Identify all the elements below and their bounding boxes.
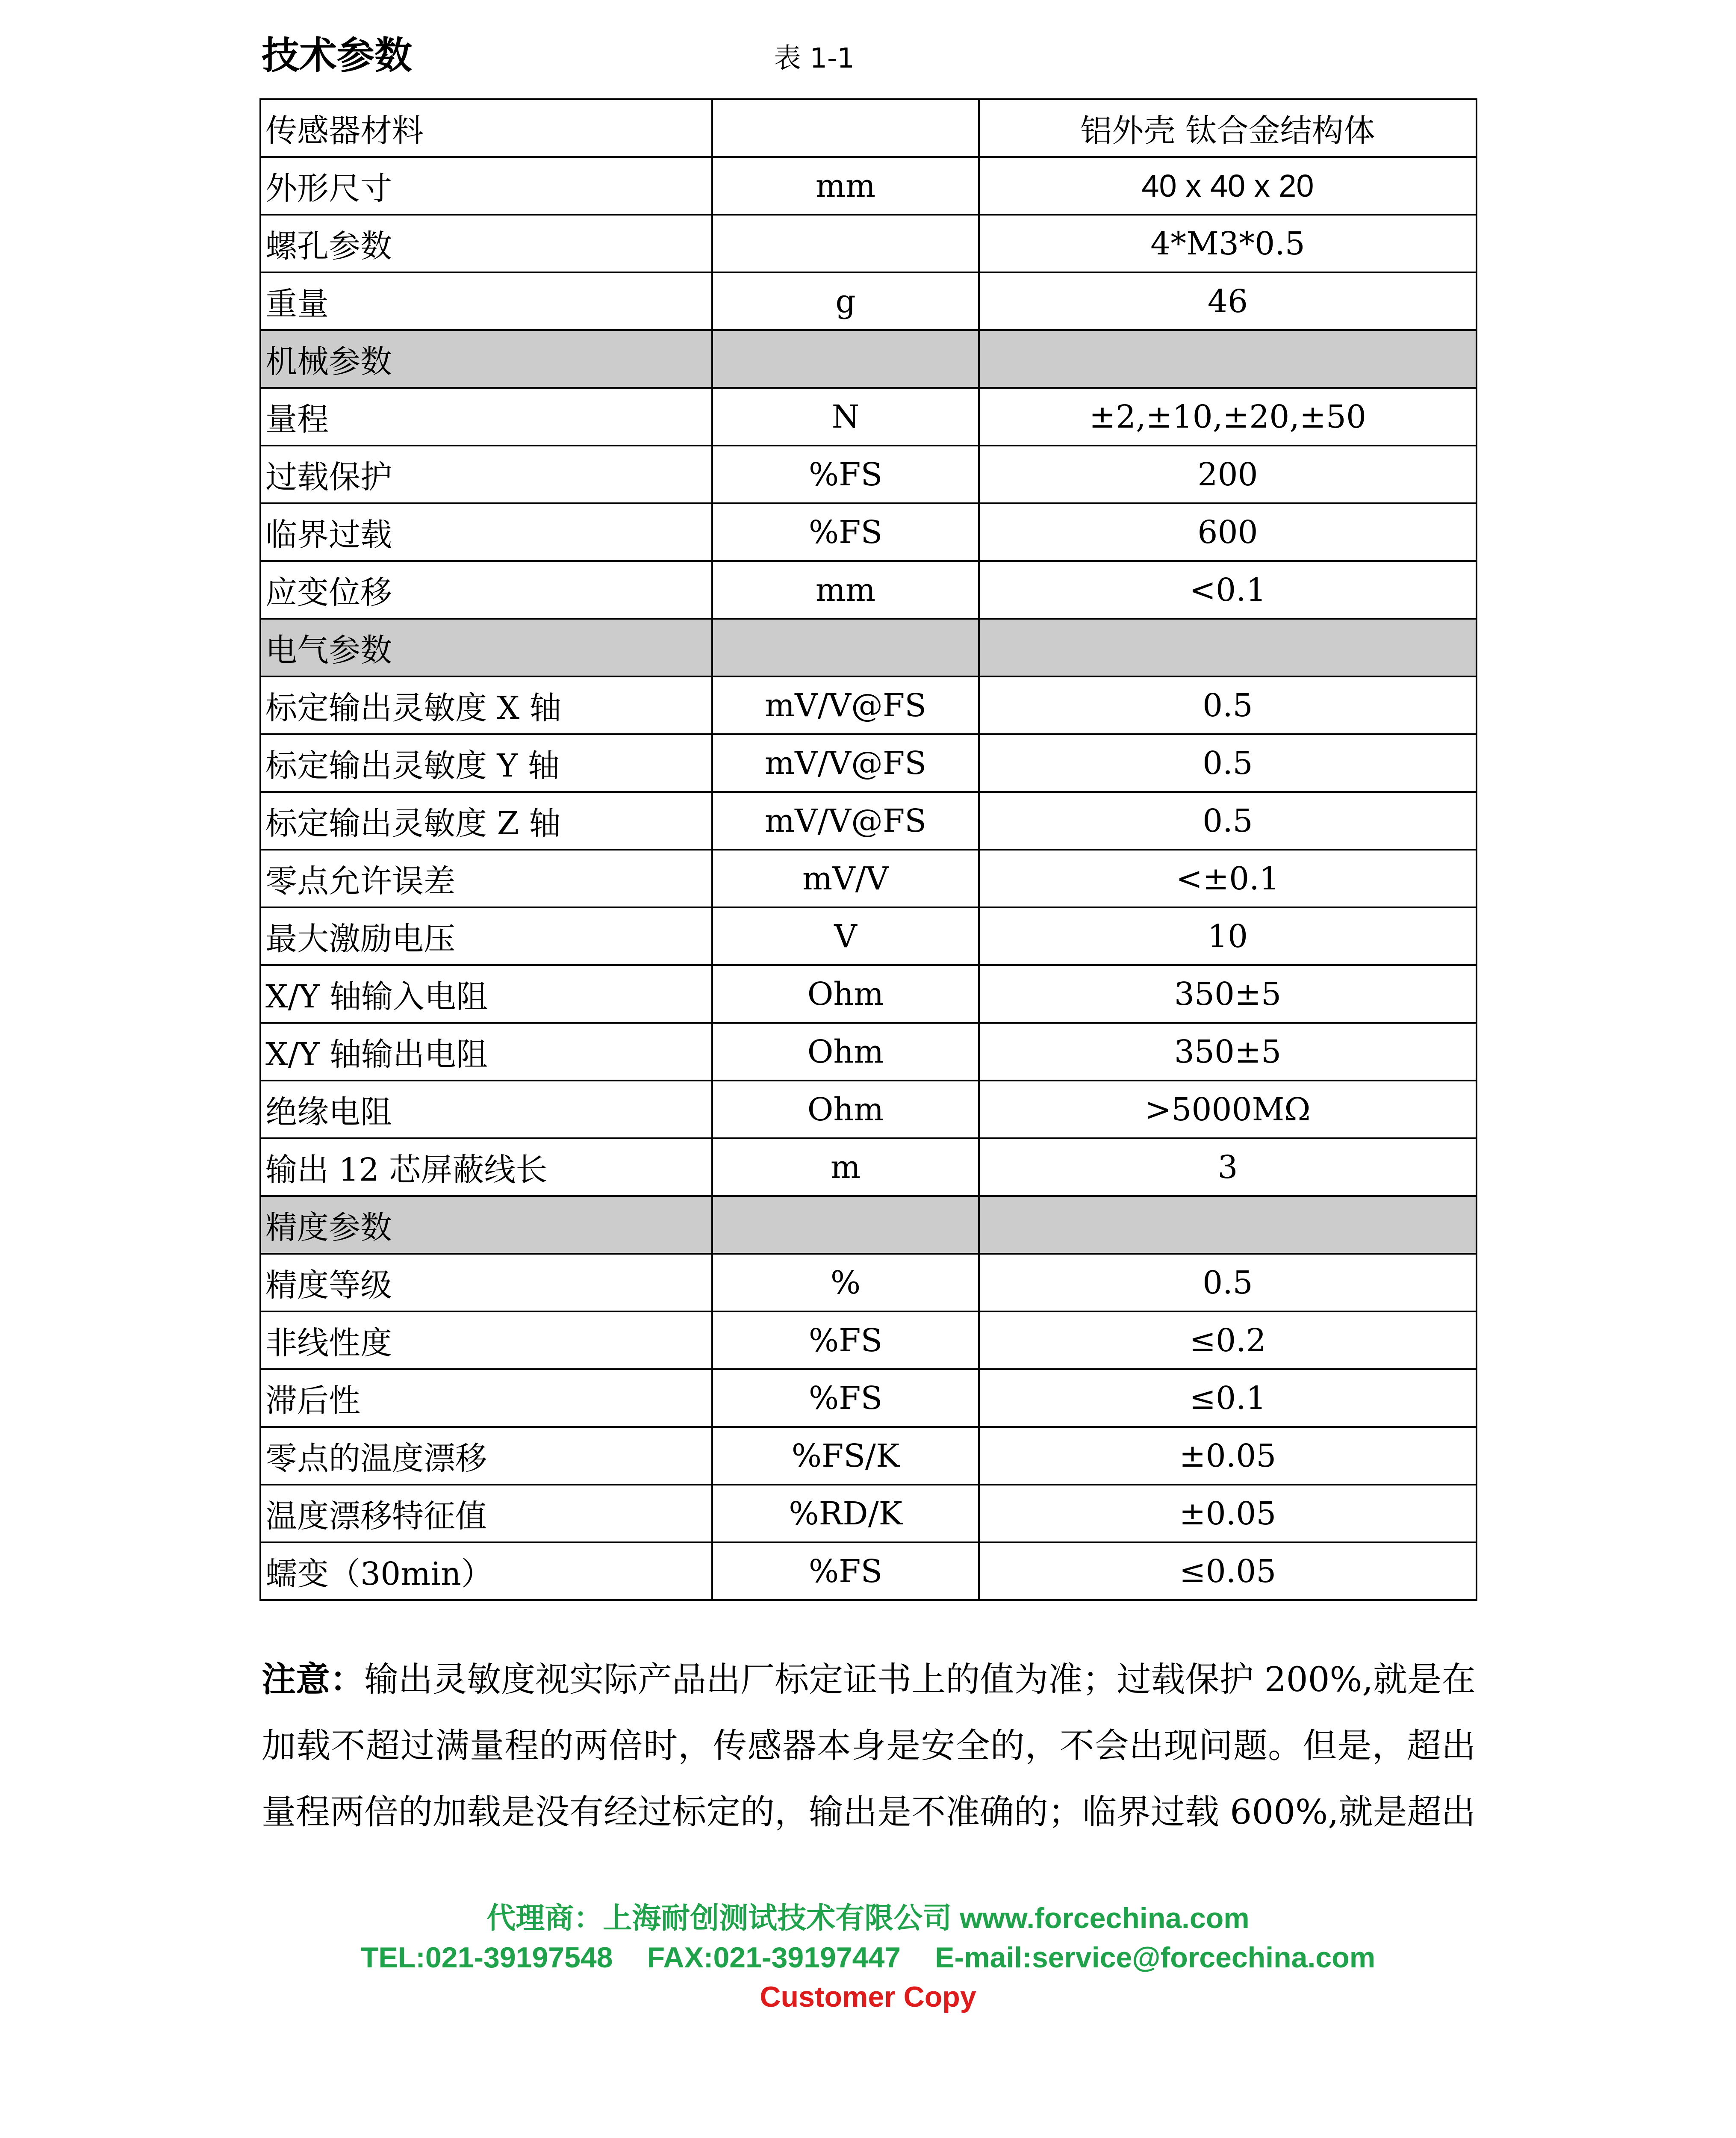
table-row bbox=[260, 907, 1477, 965]
table-row bbox=[260, 1485, 1477, 1542]
value-cell: 600 bbox=[979, 503, 1477, 561]
unit-cell: mm bbox=[712, 157, 979, 215]
value-cell bbox=[979, 1196, 1477, 1254]
footer-agent: 代理商：上海耐创测试技术有限公司 www.forcechina.com bbox=[486, 1902, 1250, 1934]
footer bbox=[0, 1899, 1736, 2017]
param-cell: 外形尺寸 bbox=[260, 157, 712, 215]
unit-cell: mV/V@FS bbox=[712, 792, 979, 850]
note-text: 输出灵敏度视实际产品出厂标定证书上的值为准；过载保护 200%,就是在加载不超过满量程的两倍时，传感器本身是安全的，不会出现问题。但是，超出量程两倍的加载是没有经过标定的，输出是不准确的；临界过载 600%,就是超出 bbox=[262, 1660, 1476, 1832]
unit-cell: %RD/K bbox=[712, 1485, 979, 1542]
value-cell: 10 bbox=[979, 907, 1477, 965]
value-cell: 0.5 bbox=[979, 792, 1477, 850]
param-cell: 最大激励电压 bbox=[260, 907, 712, 965]
value-cell: 4*M3*0.5 bbox=[979, 215, 1477, 272]
table-row bbox=[260, 446, 1477, 503]
table-row bbox=[260, 1542, 1477, 1600]
param-cell: 标定输出灵敏度 Y 轴 bbox=[260, 734, 712, 792]
table-row bbox=[260, 1254, 1477, 1311]
unit-cell: mV/V@FS bbox=[712, 676, 979, 734]
param-cell: 温度漂移特征值 bbox=[260, 1485, 712, 1542]
param-cell: 非线性度 bbox=[260, 1311, 712, 1369]
value-cell: 3 bbox=[979, 1138, 1477, 1196]
footer-fax: FAX:021-39197447 bbox=[647, 1941, 901, 1974]
param-cell: 标定输出灵敏度 X 轴 bbox=[260, 676, 712, 734]
value-cell: 0.5 bbox=[979, 734, 1477, 792]
param-cell: 机械参数 bbox=[260, 330, 712, 388]
footer-tel: TEL:021-39197548 bbox=[360, 1941, 613, 1974]
unit-cell: g bbox=[712, 272, 979, 330]
unit-cell: %FS bbox=[712, 1369, 979, 1427]
unit-cell: %FS bbox=[712, 1542, 979, 1600]
unit-cell: %FS/K bbox=[712, 1427, 979, 1485]
param-cell: 电气参数 bbox=[260, 619, 712, 676]
value-cell: 0.5 bbox=[979, 676, 1477, 734]
unit-cell: %FS bbox=[712, 503, 979, 561]
value-cell: ±2,±10,±20,±50 bbox=[979, 388, 1477, 446]
value-cell: ≤0.1 bbox=[979, 1369, 1477, 1427]
param-cell: X/Y 轴输出电阻 bbox=[260, 1023, 712, 1081]
value-cell: 40 x 40 x 20 bbox=[979, 157, 1477, 215]
param-cell: 量程 bbox=[260, 388, 712, 446]
unit-cell bbox=[712, 215, 979, 272]
table-row bbox=[260, 99, 1477, 157]
section-row bbox=[260, 1196, 1477, 1254]
unit-cell: Ohm bbox=[712, 1023, 979, 1081]
param-cell: 零点允许误差 bbox=[260, 850, 712, 907]
unit-cell: m bbox=[712, 1138, 979, 1196]
unit-cell: Ohm bbox=[712, 965, 979, 1023]
value-cell: 0.5 bbox=[979, 1254, 1477, 1311]
table-row bbox=[260, 157, 1477, 215]
param-cell: 传感器材料 bbox=[260, 99, 712, 157]
table-row bbox=[260, 734, 1477, 792]
value-cell: >5000MΩ bbox=[979, 1081, 1477, 1138]
table-row bbox=[260, 1138, 1477, 1196]
section-row bbox=[260, 619, 1477, 676]
table-row bbox=[260, 965, 1477, 1023]
page-title: 技术参数 bbox=[262, 33, 413, 77]
note-label: 注意： bbox=[262, 1659, 365, 1699]
table-row bbox=[260, 503, 1477, 561]
param-cell: 蠕变（30min） bbox=[260, 1542, 712, 1600]
param-cell: 绝缘电阻 bbox=[260, 1081, 712, 1138]
table-row bbox=[260, 1311, 1477, 1369]
value-cell: 铝外壳 钛合金结构体 bbox=[979, 99, 1477, 157]
unit-cell: V bbox=[712, 907, 979, 965]
note-paragraph bbox=[262, 1646, 1476, 1845]
footer-contact bbox=[0, 1938, 1736, 1977]
table-row bbox=[260, 792, 1477, 850]
param-cell: 螺孔参数 bbox=[260, 215, 712, 272]
value-cell: 350±5 bbox=[979, 965, 1477, 1023]
value-cell: 46 bbox=[979, 272, 1477, 330]
unit-cell: % bbox=[712, 1254, 979, 1311]
unit-cell: mm bbox=[712, 561, 979, 619]
unit-cell bbox=[712, 99, 979, 157]
table-row bbox=[260, 1081, 1477, 1138]
unit-cell: Ohm bbox=[712, 1081, 979, 1138]
param-cell: X/Y 轴输入电阻 bbox=[260, 965, 712, 1023]
param-cell: 过载保护 bbox=[260, 446, 712, 503]
value-cell: <±0.1 bbox=[979, 850, 1477, 907]
value-cell bbox=[979, 330, 1477, 388]
table-row bbox=[260, 1369, 1477, 1427]
unit-cell: N bbox=[712, 388, 979, 446]
table-row bbox=[260, 272, 1477, 330]
param-cell: 临界过载 bbox=[260, 503, 712, 561]
spec-table-body bbox=[260, 99, 1477, 1600]
spec-table bbox=[259, 98, 1477, 1601]
value-cell: 200 bbox=[979, 446, 1477, 503]
unit-cell: %FS bbox=[712, 446, 979, 503]
section-row bbox=[260, 330, 1477, 388]
value-cell: ≤0.2 bbox=[979, 1311, 1477, 1369]
param-cell: 重量 bbox=[260, 272, 712, 330]
table-row bbox=[260, 215, 1477, 272]
unit-cell bbox=[712, 330, 979, 388]
table-row bbox=[260, 676, 1477, 734]
unit-cell bbox=[712, 1196, 979, 1254]
unit-cell: mV/V bbox=[712, 850, 979, 907]
value-cell: ±0.05 bbox=[979, 1427, 1477, 1485]
param-cell: 滞后性 bbox=[260, 1369, 712, 1427]
table-row bbox=[260, 388, 1477, 446]
value-cell: ±0.05 bbox=[979, 1485, 1477, 1542]
param-cell: 标定输出灵敏度 Z 轴 bbox=[260, 792, 712, 850]
param-cell: 输出 12 芯屏蔽线长 bbox=[260, 1138, 712, 1196]
value-cell bbox=[979, 619, 1477, 676]
unit-cell: mV/V@FS bbox=[712, 734, 979, 792]
table-caption: 表 1-1 bbox=[774, 43, 855, 74]
param-cell: 零点的温度漂移 bbox=[260, 1427, 712, 1485]
value-cell: <0.1 bbox=[979, 561, 1477, 619]
table-row bbox=[260, 1023, 1477, 1081]
footer-email: E-mail:service@forcechina.com bbox=[935, 1941, 1376, 1974]
footer-copy: Customer Copy bbox=[760, 1981, 976, 2013]
table-row bbox=[260, 850, 1477, 907]
table-row bbox=[260, 1427, 1477, 1485]
param-cell: 应变位移 bbox=[260, 561, 712, 619]
unit-cell bbox=[712, 619, 979, 676]
value-cell: ≤0.05 bbox=[979, 1542, 1477, 1600]
value-cell: 350±5 bbox=[979, 1023, 1477, 1081]
unit-cell: %FS bbox=[712, 1311, 979, 1369]
param-cell: 精度等级 bbox=[260, 1254, 712, 1311]
param-cell: 精度参数 bbox=[260, 1196, 712, 1254]
table-row bbox=[260, 561, 1477, 619]
